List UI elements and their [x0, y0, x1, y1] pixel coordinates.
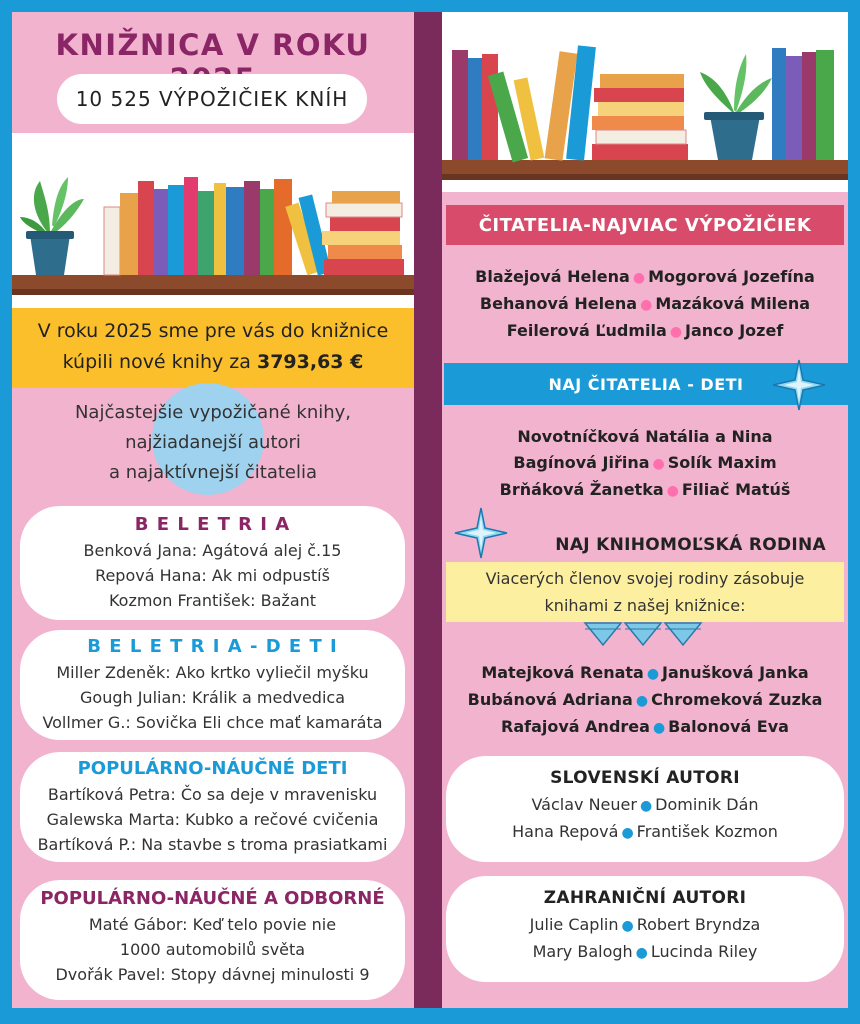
category-beletria [20, 506, 405, 620]
list-item: Vollmer G.: Sovička Eli chce mať kamaráta [42, 713, 383, 732]
page-title: KNIŽNICA V ROKU [55, 28, 371, 62]
family-name: Balonová Eva [668, 717, 789, 736]
reader-name: Filiač Matúš [681, 480, 791, 499]
column-divider [414, 12, 442, 1008]
category-popularno-naucne-deti [20, 752, 405, 862]
reader-name: Solík Maxim [667, 453, 777, 472]
category-beletria-deti [20, 630, 405, 740]
purchase-line2: kúpili nové knihy za 3793,63 € [62, 351, 364, 373]
author-name: Robert Bryndza [636, 915, 761, 934]
list-item: Bartíková P.: Na stavbe s troma prasiatkami [37, 835, 388, 854]
author-name: František Kozmon [636, 822, 778, 841]
purchase-banner [12, 308, 414, 388]
bookshelf-right [442, 12, 848, 192]
list-item: Gough Julian: Králik a medvedica [80, 688, 345, 707]
author-name: Václav Neuer [531, 795, 637, 814]
author-name: Dominik Dán [655, 795, 759, 814]
list-item: Benková Jana: Agátová alej č.15 [83, 541, 342, 560]
list-item: Galewska Marta: Kubko a rečové cvičenia [46, 810, 379, 829]
intro-text: Najčastejšie vypožičané knihy, najžiadanejší autori a najaktívnejší čitatelia [74, 402, 352, 483]
purchase-amount: 3793,63 € [256, 351, 364, 373]
family-name: Matejková Renata [481, 663, 644, 682]
list-item: 1000 automobilů světa [119, 940, 306, 959]
reader-name: Behanová Helena [479, 294, 638, 313]
category-title: POPULÁRNO-NÁUČNÉ A ODBORNÉ [40, 888, 385, 909]
list-item: Repová Hana: Ak mi odpustíš [95, 566, 330, 585]
reader-name: Novotníčková Natália a Nina [517, 427, 773, 446]
family-header: NAJ KNIHOMOĽSKÁ RODINA [555, 535, 826, 555]
bookshelf-left-icon [12, 133, 414, 308]
reader-name: Bagínová Jiřina [513, 453, 650, 472]
family-name: Chromeková Zuzka [651, 690, 823, 709]
author-name: Lucinda Riley [650, 942, 758, 961]
top-kids-list: Novotníčková Natália a Nina Bagínová Jiřina ● Solík Maxim Brňáková Žanetka ● Filiač Matúš [499, 427, 791, 499]
author-name: Hana Repová [512, 822, 619, 841]
family-description: Viacerých členov svojej rodiny zásobuje knihami z našej knižnice: [446, 562, 844, 622]
family-name: Janušková Janka [662, 663, 809, 682]
list-item: Dvořák Pavel: Stopy dávnej minulosti 9 [55, 965, 370, 984]
list-item: Miller Zdeněk: Ako krtko vyliečil myšku [56, 663, 369, 682]
list-item: Bartíková Petra: Čo sa deje v mravenisku [47, 785, 378, 804]
top-readers-header: ČITATELIA-NAJVIAC VÝPOŽIČIEK [446, 205, 844, 245]
reader-name: Brňáková Žanetka [499, 480, 664, 499]
loans-count-badge: 10 525 VÝPOŽIČIEK KNÍH [57, 74, 367, 124]
category-title: POPULÁRNO-NÁUČNÉ DETI [77, 758, 348, 779]
reader-name: Mazáková Milena [655, 294, 811, 313]
bookshelf-right-icon [442, 12, 848, 192]
sparkle-star-icon [770, 358, 828, 412]
diamond-gem-icon [583, 621, 703, 647]
list-item: Kozmon František: Bažant [108, 591, 317, 610]
card-title: SLOVENSKÍ AUTORI [550, 768, 740, 788]
list-item: Maté Gábor: Keď telo povie nie [88, 915, 337, 934]
top-readers-list: Blažejová Helena ● Mogorová Jozefína Behanová Helena ● Mazáková Milena Feilerová Ľudmila ● Janco Jozef [475, 267, 815, 340]
reader-name: Feilerová Ľudmila [506, 321, 667, 340]
reader-name: Blažejová Helena [475, 267, 630, 286]
reader-name: Mogorová Jozefína [648, 267, 815, 286]
plant-icon [700, 54, 772, 160]
plant-icon [20, 177, 84, 275]
family-list: Matejková Renata ● Janušková Janka Bubánová Adriana ● Chromeková Zuzka Rafajová Andrea ● Balonová Eva [467, 663, 823, 736]
category-title: B E L E T R I A [134, 514, 291, 535]
family-name: Bubánová Adriana [467, 690, 633, 709]
category-title: B E L E T R I A - D E T I [87, 636, 338, 657]
family-name: Rafajová Andrea [501, 717, 650, 736]
card-title: ZAHRANIČNÍ AUTORI [543, 888, 747, 908]
top-kids-header: NAJ ČITATELIA - DETI [444, 363, 848, 405]
purchase-line1: V roku 2025 sme pre vás do knižnice [37, 320, 389, 342]
author-name: Julie Caplin [529, 915, 619, 934]
category-popularno-naucne-odborne [20, 880, 405, 1000]
slovak-authors-card: SLOVENSKÍ AUTORI Václav Neuer ● Dominik Dán Hana Repová ● František Kozmon [446, 756, 844, 862]
foreign-authors-card: ZAHRANIČNÍ AUTORI Julie Caplin ● Robert Bryndza Mary Balogh ● Lucinda Riley [446, 876, 844, 982]
bookshelf-left [12, 133, 414, 308]
author-name: Mary Balogh [532, 942, 633, 961]
reader-name: Janco Jozef [685, 321, 784, 340]
